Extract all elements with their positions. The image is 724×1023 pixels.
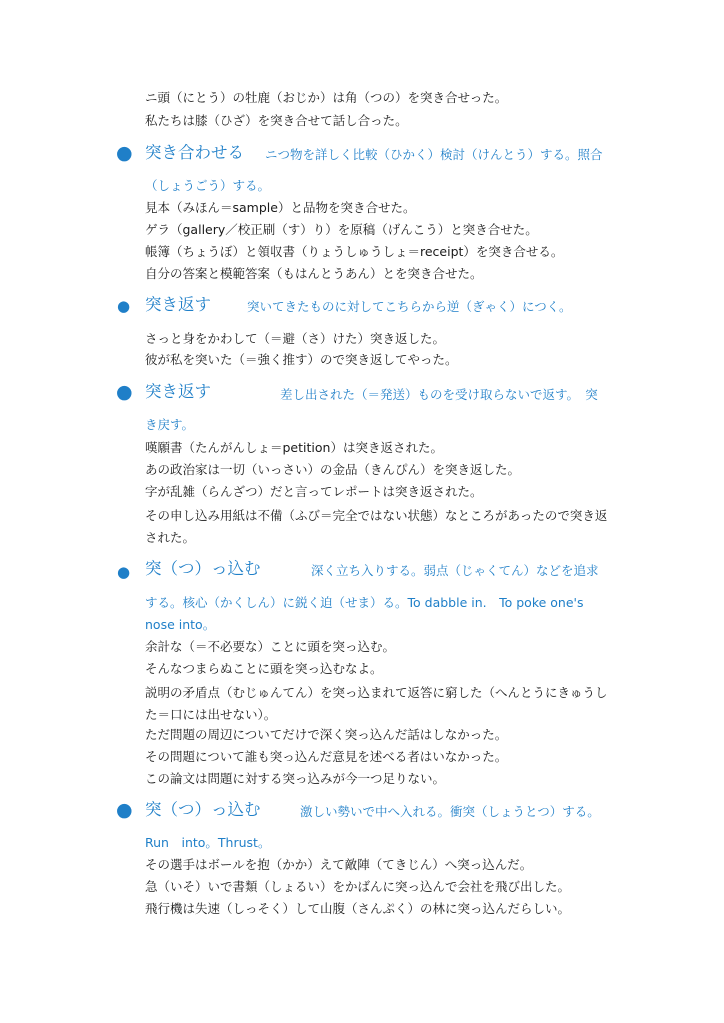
entry-definition: 差し出された（＝発送）ものを受け取らないで返す。 突 (280, 387, 598, 402)
bullet-icon: ● (116, 381, 133, 403)
bullet-icon: ● (117, 297, 131, 315)
example-sentence: その問題について誰も突っ込んだ意見を述べる者はいなかった。 (145, 749, 508, 764)
entry-term: 突（つ）っ込む (145, 559, 261, 578)
example-sentence: 彼が私を突いた（＝強く推す）ので突き返してやった。 (145, 352, 458, 367)
example-sentence: 見本（みほん＝sample）と品物を突き合せた。 (145, 200, 416, 215)
bullet-icon: ● (116, 799, 133, 821)
entry-definition: ニつ物を詳しく比較（ひかく）検討（けんとう）する。照合 (265, 147, 603, 162)
example-sentence: その申し込み用紙は不備（ふび＝完全ではない状態）なところがあったので突き返された。 (145, 508, 608, 545)
entry-term: 突き合わせる (145, 143, 244, 162)
entry-term: 突き返す (145, 295, 211, 314)
entry-definition-continued: き戻す。 (145, 417, 195, 432)
entry-definition: 激しい勢いで中へ入れる。衝突（しょうとつ）する。 (300, 804, 600, 819)
example-sentence: 飛行機は失速（しっそく）して山腹（さんぷく）の林に突っ込んだらしい。 (145, 901, 571, 916)
bullet-icon: ● (116, 142, 133, 164)
entry-definition: 深く立ち入りする。弱点（じゃくてん）などを追求 (311, 563, 599, 578)
example-sentence: そんなつまらぬことに頭を突っ込むなよ。 (145, 661, 383, 676)
example-sentence: この論文は問題に対する突っ込みが今一つ足りない。 (145, 771, 446, 786)
entry-term: 突（つ）っ込む (145, 800, 261, 819)
entry-definition-continued: （しょうごう）する。 (145, 178, 271, 193)
example-sentence: さっと身をかわして（＝避（さ）けた）突き返した。 (145, 331, 446, 346)
entry-definition-continued: nose into。 (145, 617, 216, 632)
example-sentence: 帳簿（ちょうぼ）と領収書（りょうしゅうしょ＝receipt）を突き合せる。 (145, 244, 564, 259)
entry-definition-continued: する。核心（かくしん）に鋭く迫（せま）る。To dabble in. To poke one's (145, 595, 584, 610)
example-sentence: 急（いそ）いで書類（しょるい）をかばんに突っ込んで会社を飛び出した。 (145, 879, 571, 894)
example-sentence: 余計な（＝不必要な）ことに頭を突っ込む。 (145, 639, 396, 654)
entry-definition: 突いてきたものに対してこちらから逆（ぎゃく）につく。 (247, 299, 572, 314)
example-sentence: 私たちは膝（ひざ）を突き合せて話し合った。 (145, 113, 408, 128)
entry-definition-continued: Run into。Thrust。 (145, 835, 271, 850)
example-sentence: ニ頭（にとう）の牡鹿（おじか）は角（つの）を突き合せった。 (145, 90, 508, 105)
entry-term: 突き返す (145, 382, 211, 401)
example-sentence: 嘆願書（たんがんしょ＝petition）は突き返された。 (145, 440, 443, 455)
example-sentence: あの政治家は一切（いっさい）の金品（きんぴん）を突き返した。 (145, 462, 521, 477)
example-sentence: 自分の答案と模範答案（もはんとうあん）とを突き合せた。 (145, 266, 483, 281)
example-sentence: ゲラ（gallery／校正刷（す）り）を原稿（げんこう）と突き合せた。 (145, 222, 538, 237)
bullet-icon: ● (117, 563, 131, 581)
example-sentence: 説明の矛盾点（むじゅんてん）を突っ込まれて返答に窮した（へんとうにきゅうした＝口には出せない）。 (145, 685, 608, 722)
example-sentence: ただ問題の周辺についてだけで深く突っ込んだ話はしなかった。 (145, 727, 508, 742)
example-sentence: 字が乱雑（らんざつ）だと言ってレポートは突き返された。 (145, 484, 483, 499)
example-sentence: その選手はボールを抱（かか）えて敵陣（てきじん）へ突っ込んだ。 (145, 857, 533, 872)
